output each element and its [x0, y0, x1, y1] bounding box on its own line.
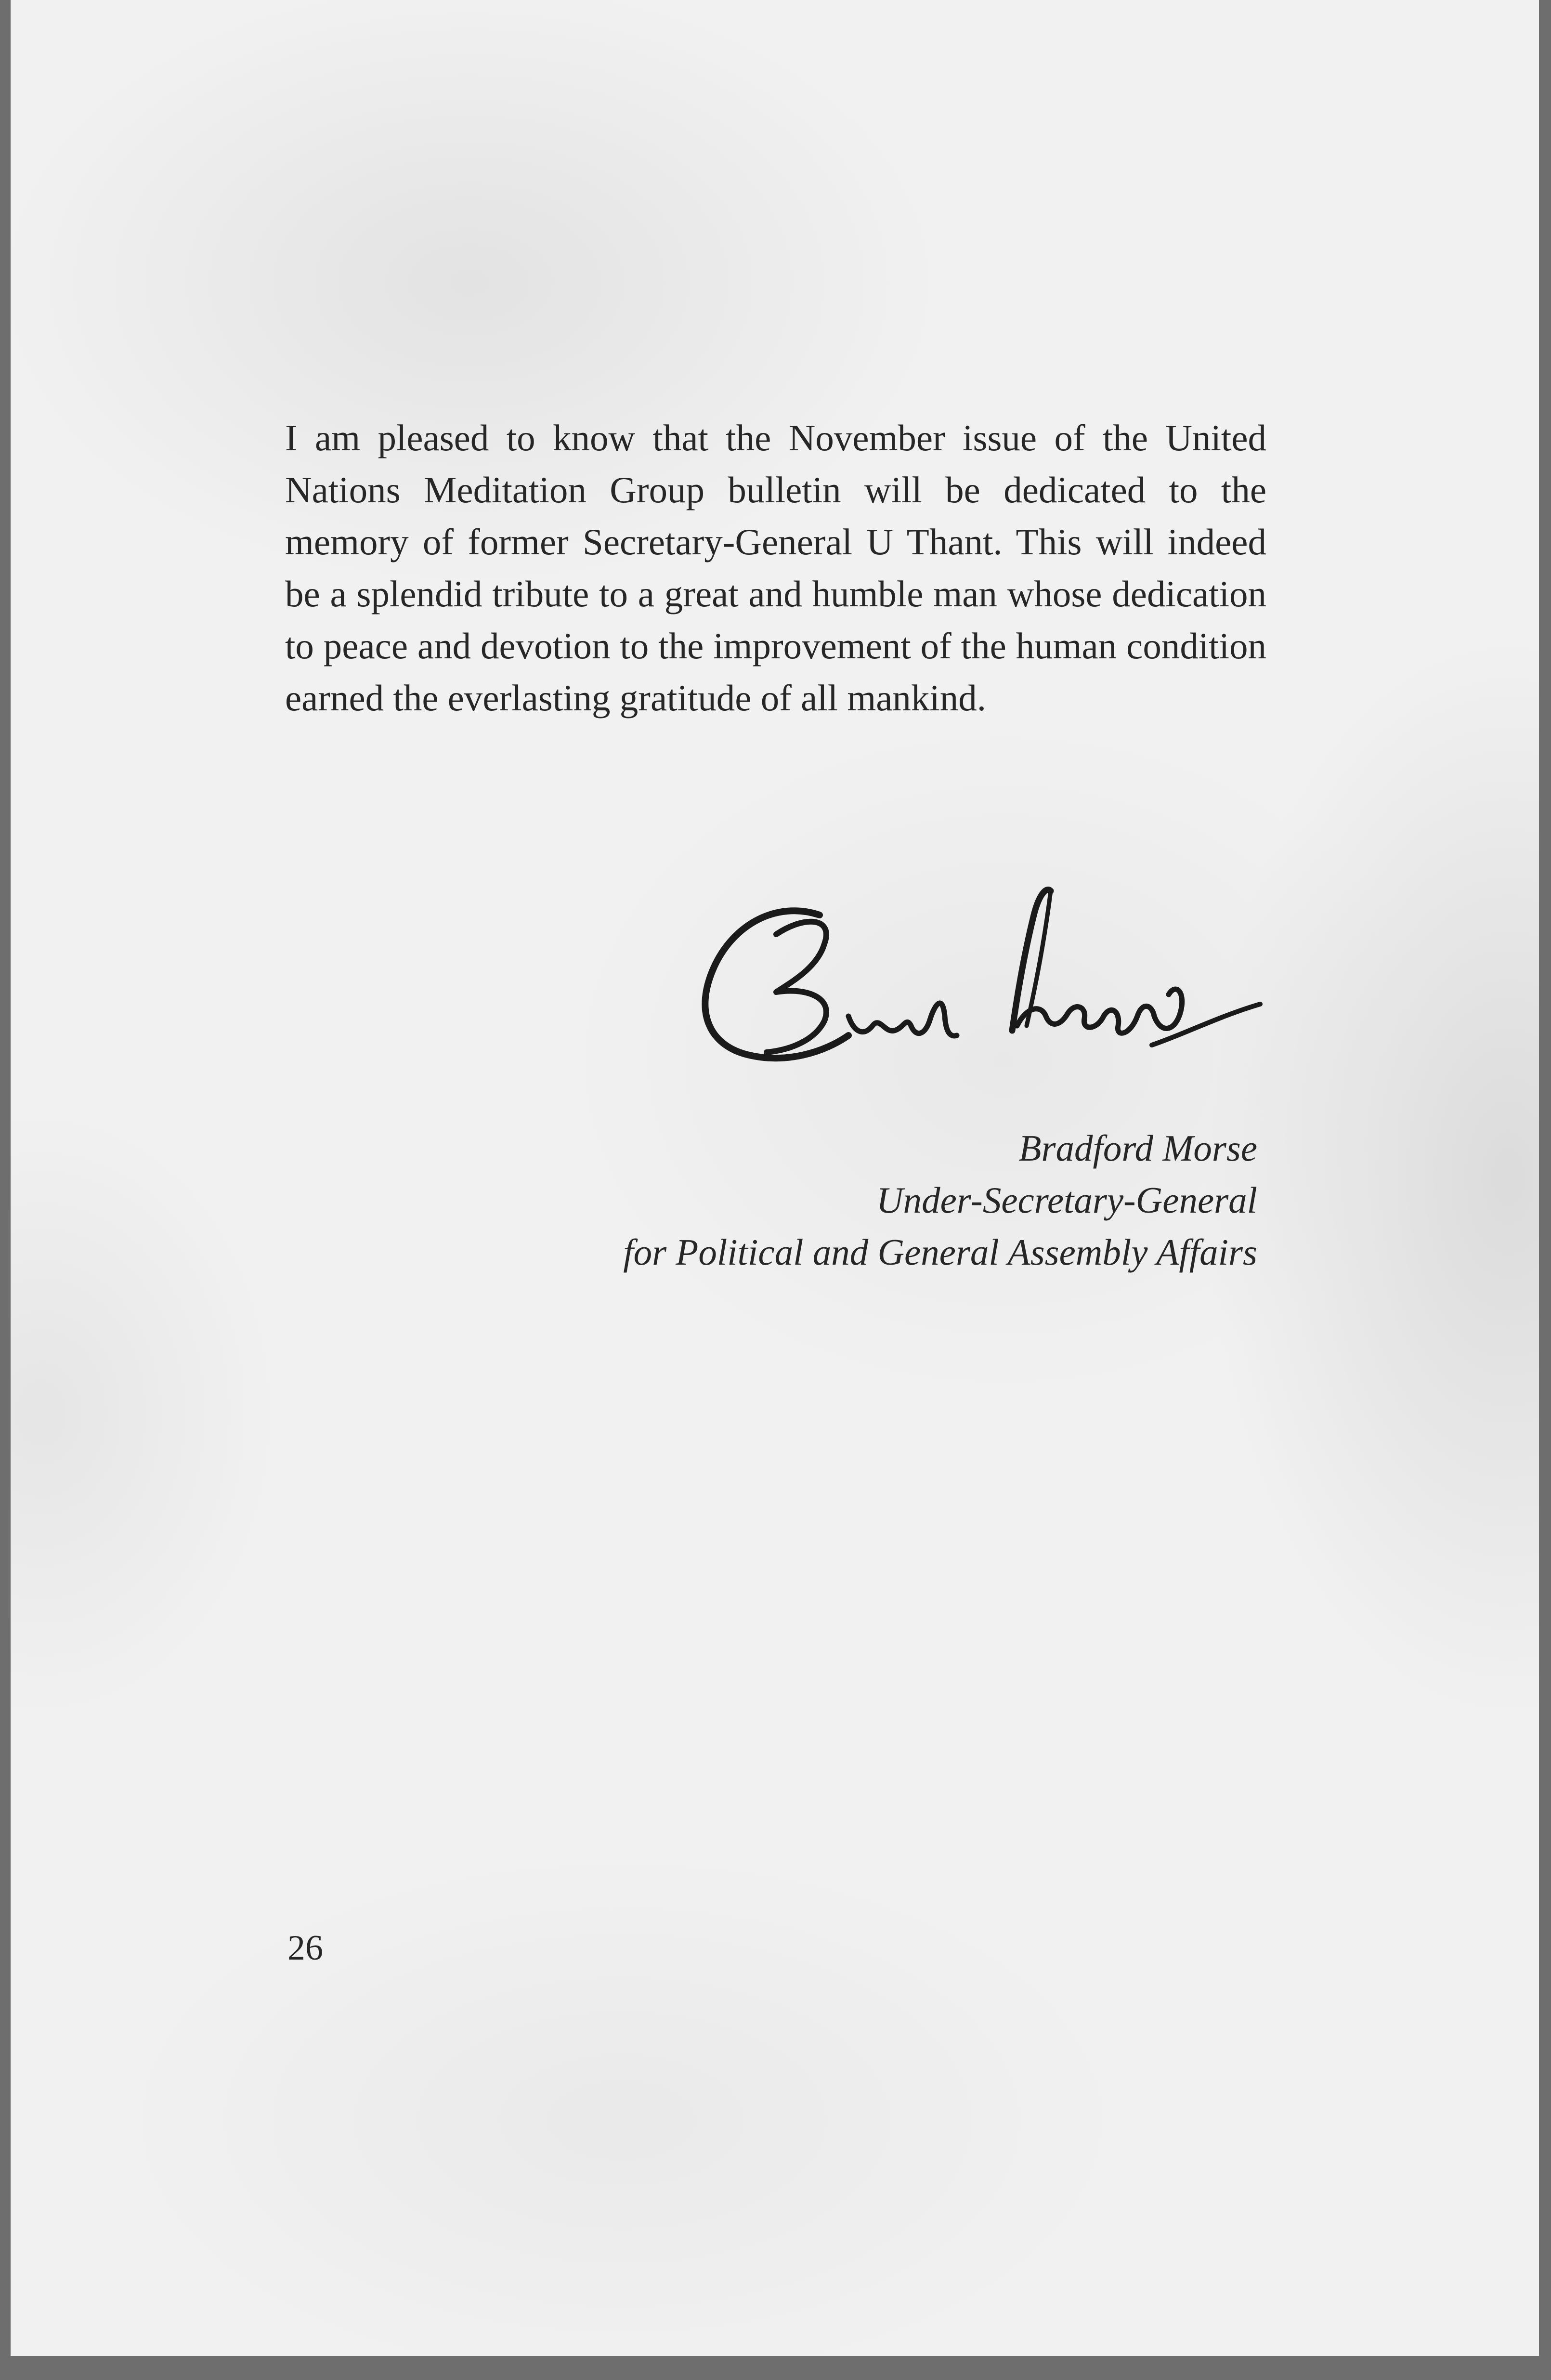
signatory-title: Under-Secretary-General — [876, 1179, 1257, 1221]
page-number: 26 — [287, 1928, 323, 1968]
handwritten-signature — [680, 872, 1272, 1079]
letter-paragraph: I am pleased to know that the November issue of the United Nations Meditation Group bulletin will be dedicated to the memory of former Secretary-General U Thant. This will indeed be a splendid tribute to a great and humble man whose dedication to peace and devotion to the improvement of the human condition earned the everlasting gratitude of all mankind. — [285, 417, 1266, 719]
signatory-name: Bradford Morse — [1018, 1127, 1257, 1169]
document-page — [11, 0, 1539, 2356]
signatory-department: for Political and General Assembly Affairs — [623, 1231, 1257, 1273]
signature-block — [294, 1122, 1257, 1278]
